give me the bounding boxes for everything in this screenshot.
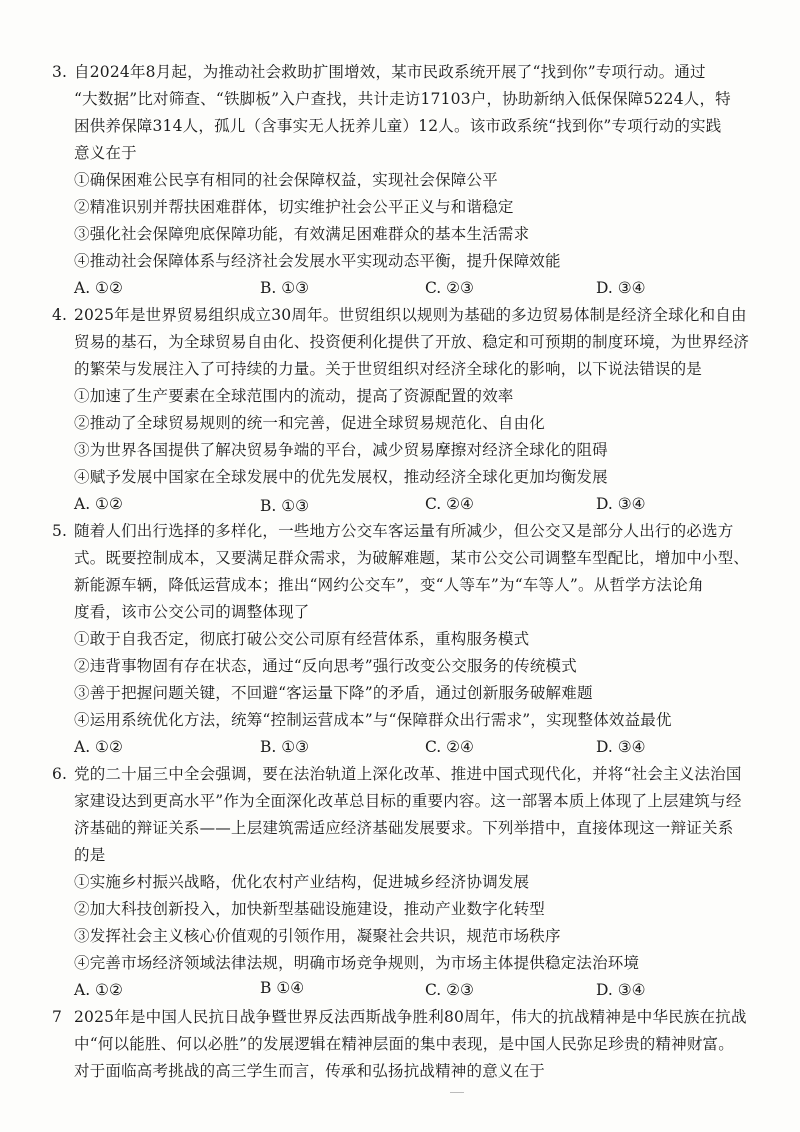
question-stem-line: 的繁荣与发展注入了可持续的力量。关于世贸组织对经济全球化的影响，以下说法错误的是 [74, 360, 703, 378]
question-stem-line: 的是 [74, 846, 106, 864]
option-statement-3: ③发挥社会主义核心价值观的引领作用，凝聚社会共识，规范市场秩序 [74, 927, 561, 945]
choice-d[interactable]: D. ③④ [596, 279, 646, 297]
choice-d[interactable]: D. ③④ [596, 495, 646, 513]
question-stem-line: 新能源车辆，降低运营成本；推出“网约公交车”，变“人等车”为“车等人”。从哲学方法论角 [74, 576, 704, 594]
option-statement-1: ①敢于自我否定，彻底打破公交公司原有经营体系，重构服务模式 [74, 630, 530, 648]
option-statement-2: ②违背事物固有存在状态，通过“反向思考”强行改变公交服务的传统模式 [74, 657, 577, 675]
option-statement-2: ②推动了全球贸易规则的统一和完善，促进全球贸易规范化、自由化 [74, 414, 546, 432]
option-statement-4: ④赋予发展中国家在全球发展中的优先发展权，推动经济全球化更加均衡发展 [74, 468, 608, 486]
option-statement-3: ③强化社会保障兜底保障功能，有效满足困难群众的基本生活需求 [74, 225, 530, 243]
scan-speck [450, 1092, 464, 1093]
question-number: 3. [52, 63, 68, 81]
choice-b[interactable]: B. ①③ [260, 279, 310, 297]
question-stem-line: 度看，该市公交公司的调整体现了 [74, 603, 310, 621]
question-stem-line: 对于面临高考挑战的高三学生而言，传承和弘扬抗战精神的意义在于 [74, 1062, 546, 1080]
question-stem-line: 意义在于 [74, 144, 137, 162]
question-stem-line: 家建设达到更高水平”作为全面深化改革总目标的重要内容。这一部署本质上体现了上层建筑与经 [74, 792, 742, 810]
choice-d[interactable]: D. ③④ [596, 981, 646, 999]
choice-a[interactable]: A. ①② [74, 981, 123, 999]
option-statement-1: ①加速了生产要素在全球范围内的流动，提高了资源配置的效率 [74, 387, 514, 405]
question-stem-line: 6. 党的二十届三中全会强调，要在法治轨道上深化改革、推进中国式现代化，并将“社会主义法治国 [52, 762, 742, 786]
question-stem-line: 中“何以能胜、何以必胜”的发展逻辑在精神层面的集中表现，是中国人民弥足珍贵的精神财富。 [74, 1035, 734, 1053]
option-statement-2: ②加大科技创新投入，加快新型基础设施建设，推动产业数字化转型 [74, 900, 546, 918]
question-stem-line: 3. 自2024年8月起，为推动社会救助扩围增效，某市民政系统开展了“找到你”专项行动。通过 [52, 60, 706, 84]
option-statement-3: ③为世界各国提供了解决贸易争端的平台，减少贸易摩擦对经济全球化的阻碍 [74, 441, 608, 459]
option-statement-2: ②精准识别并帮扶困难群体，切实维护社会公平正义与和谐稳定 [74, 198, 514, 216]
option-statement-4: ④完善市场经济领域法律法规，明确市场竞争规则，为市场主体提供稳定法治环境 [74, 954, 640, 972]
choice-c[interactable]: C. ②④ [425, 738, 474, 756]
choice-b[interactable]: B ①④ [260, 979, 305, 997]
question-stem-line: 5. 随着人们出行选择的多样化，一些地方公交车客运量有所减少，但公交又是部分人出行的必选方 [52, 519, 733, 543]
option-statement-3: ③善于把握问题关键，不回避“客运量下降”的矛盾，通过创新服务破解难题 [74, 684, 593, 702]
choice-c[interactable]: C. ②③ [425, 279, 474, 297]
option-statement-1: ①实施乡村振兴战略，优化农村产业结构，促进城乡经济协调发展 [74, 873, 530, 891]
question-stem-line: 济基础的辩证关系——上层建筑需适应经济基础发展要求。下列举措中，直接体现这一辩证关系 [74, 819, 734, 837]
choice-c[interactable]: C. ②③ [425, 981, 474, 999]
option-statement-4: ④运用系统优化方法，统筹“控制运营成本”与“保障群众出行需求”，实现整体效益最优 [74, 711, 672, 729]
question-stem-line: 式。既要控制成本，又要满足群众需求，为破解难题，某市公交公司调整车型配比，增加中小型、 [74, 549, 750, 567]
choice-a[interactable]: A. ①② [74, 495, 123, 513]
option-statement-4: ④推动社会保障体系与经济社会发展水平实现动态平衡，提升保障效能 [74, 252, 561, 270]
question-number: 7 [52, 1008, 63, 1026]
choice-b[interactable]: B. ①③ [260, 738, 310, 756]
question-number: 6. [52, 765, 68, 783]
question-stem-line: 7 2025年是中国人民抗日战争暨世界反法西斯战争胜利80周年，伟大的抗战精神是中华民族在抗战 [52, 1005, 747, 1029]
choice-b[interactable]: B. ①③ [260, 497, 310, 515]
question-number: 4. [52, 306, 68, 324]
question-number: 5. [52, 522, 68, 540]
option-statement-1: ①确保困难公民享有相同的社会保障权益，实现社会保障公平 [74, 171, 498, 189]
question-stem-line: “大数据”比对筛查、“铁脚板”入户查找，共计走访17103户，协助新纳入低保保障5224人，特 [74, 90, 731, 108]
question-stem-line: 4. 2025年是世界贸易组织成立30周年。世贸组织以规则为基础的多边贸易体制是经济全球化和自由 [52, 303, 747, 327]
question-stem-line: 贸易的基石，为全球贸易自由化、投资便利化提供了开放、稳定和可预期的制度环境，为世界经济 [74, 333, 750, 351]
choice-d[interactable]: D. ③④ [596, 738, 646, 756]
choice-a[interactable]: A. ①② [74, 279, 123, 297]
choice-c[interactable]: C. ②④ [425, 495, 474, 513]
question-stem-line: 困供养保障314人，孤儿（含事实无人抚养儿童）12人。该市政系统“找到你”专项行动的实践 [74, 117, 722, 135]
choice-a[interactable]: A. ①② [74, 738, 123, 756]
